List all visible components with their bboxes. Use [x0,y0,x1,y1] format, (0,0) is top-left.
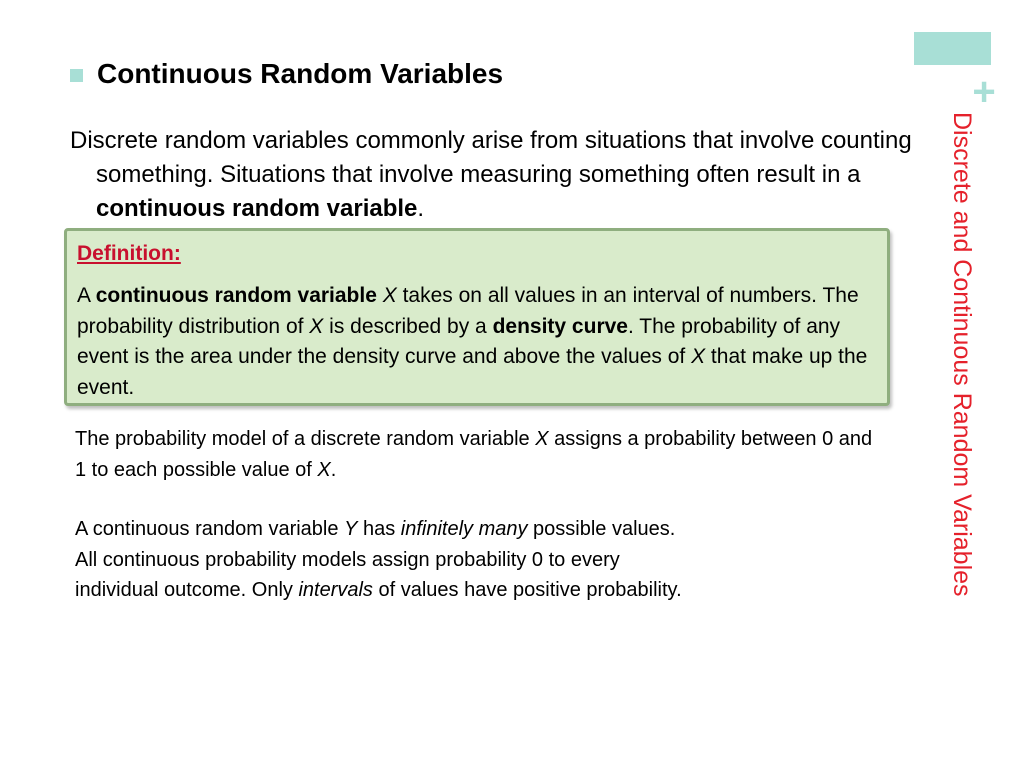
def-var-x-3: X [691,345,706,368]
p2-l3-text-2: of values have positive probability. [372,579,682,601]
definition-text [77,281,875,403]
p2-l1-text-1: A continuous random variable [75,518,345,540]
intro-end: . [417,195,425,222]
definition-title: Definition: [77,242,181,265]
def-text-6: that make up the event. [77,345,868,399]
definition-box [64,228,890,406]
p1-text-2: assigns a probability between 0 and 1 to each possible value of [75,428,873,481]
p2-line-1 [75,514,885,545]
intro-text: Discrete random variables commonly arise from situations that involve counting something. Situations that involve measuring something often result in a [70,127,912,188]
side-title: Discrete and Continuous Random Variables [948,112,976,597]
slide-heading [70,54,503,94]
def-bold-term-1: continuous random variable [95,284,377,307]
continuous-model-paragraph [75,514,885,606]
def-bold-term-2: density curve [492,314,628,338]
def-text-1: A [77,284,96,307]
side-title-container [944,112,980,718]
p2-line-3 [75,575,885,606]
def-var-x-2: X [309,314,324,338]
def-text-4: is described by a [323,314,493,338]
p2-l1-text-3: possible values. [527,518,676,540]
decorative-teal-bar [914,32,991,65]
p2-l1-text-2: has [357,518,401,540]
p1-text-3: . [330,458,337,481]
p2-var-y: Y [344,518,358,540]
def-text-3: takes on all values in an interval of numbers. The probability distribution of [77,284,859,338]
intro-bold-term: continuous random variable [96,195,418,222]
p1-var-x-2: X [317,458,331,481]
square-bullet-icon [70,69,83,82]
p1-text-1: The probability model of a discrete random variable [75,428,536,450]
intro-paragraph [70,124,916,226]
p2-l3-text-1: individual outcome. Only [75,579,299,601]
p1-var-x-1: X [535,428,549,450]
decorative-plus-icon: + [972,70,996,114]
p2-line-2: All continuous probability models assign probability 0 to every [75,548,620,571]
p2-italic-infinitely: infinitely many [400,518,528,540]
discrete-model-paragraph [75,424,875,485]
def-text-5: . The probability of any event is the area under the density curve and above the values of [77,314,841,368]
def-var-x-1: X [382,284,397,307]
p2-italic-intervals: intervals [298,579,373,601]
heading-text: Continuous Random Variables [97,58,504,89]
